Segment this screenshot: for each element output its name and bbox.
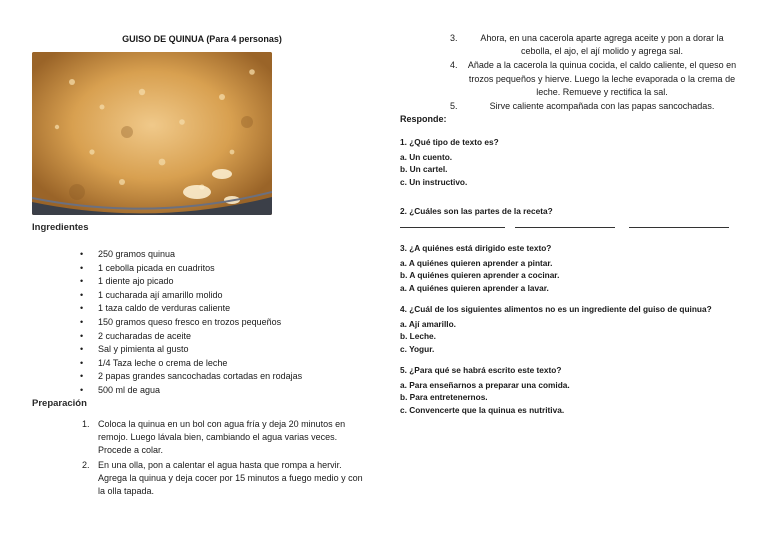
answer-option[interactable]: a. A quiénes quieren aprender a lavar. <box>400 282 549 293</box>
bullet-icon: • <box>80 303 84 314</box>
preparation-steps-left <box>82 418 370 499</box>
ingredients-heading: Ingredientes <box>32 222 89 233</box>
question-4 <box>400 303 750 355</box>
question-text: 1. ¿Qué tipo de texto es? <box>400 137 499 147</box>
answer-option[interactable]: c. Convencerte que la quinua es nutritiva. <box>400 404 565 415</box>
answer-option[interactable]: c. Yogur. <box>400 343 435 354</box>
question-text: 2. ¿Cuáles son las partes de la receta? <box>400 206 553 216</box>
answer-option[interactable]: a. A quiénes quieren aprender a pintar. <box>400 258 553 269</box>
bullet-icon: • <box>80 384 84 395</box>
list-item: • 1/4 Taza leche o crema de leche <box>80 357 360 371</box>
answer-option[interactable]: c. Un instructivo. <box>400 176 468 187</box>
answer-option[interactable]: a. Un cuento. <box>400 152 453 163</box>
recipe-title: GUISO DE QUINUA (Para 4 personas) <box>122 34 282 44</box>
answer-option[interactable]: b. Leche. <box>400 331 436 342</box>
answer-blank[interactable] <box>400 221 505 228</box>
bullet-icon: • <box>80 344 84 355</box>
answer-option[interactable]: b. Un cartel. <box>400 164 448 175</box>
bullet-icon: • <box>80 276 84 287</box>
step-item: 1. Coloca la quinua en un bol con agua fría y deja 20 minutos en remojo. Luego lávala bien, cambiando el agua varias veces. Procede a colar. <box>82 419 346 456</box>
list-item: • 1 taza caldo de verduras caliente <box>80 302 360 316</box>
bullet-icon: • <box>80 249 84 259</box>
bullet-icon: • <box>80 371 84 382</box>
question-text: 5. ¿Para qué se habrá escrito este texto? <box>400 365 562 375</box>
list-item: • 1 cucharada ají amarillo molido <box>80 289 360 303</box>
step-item: 2. En una olla, pon a calentar el agua hasta que rompa a hervir. Agrega la quinua y deja cocer por 15 minutos a fuego medio y con la olla tapada. <box>82 459 363 497</box>
list-item: • Sal y pimienta al gusto <box>80 343 360 357</box>
bullet-icon: • <box>80 316 84 327</box>
bullet-icon: • <box>80 357 84 368</box>
ingredients-list <box>80 248 360 398</box>
list-item: • 2 cucharadas de aceite <box>80 330 360 344</box>
list-item: • 250 gramos quinua <box>80 248 360 262</box>
step-item: 3. Ahora, en una cacerola aparte agrega aceite y pon a dorar la cebolla, el ajo, el ají molido y agrega sal. <box>450 33 724 57</box>
question-5 <box>400 364 750 416</box>
preparation-heading: Preparación <box>32 398 87 409</box>
quinoa-stew-photo <box>32 52 272 215</box>
answer-blanks <box>400 221 750 228</box>
answer-option[interactable]: a. Para enseñarnos a preparar una comida. <box>400 380 570 391</box>
answer-option[interactable]: b. Para entretenernos. <box>400 392 488 403</box>
step-item: 4. Añade a la cacerola la quinua cocida, el caldo caliente, el queso en trozos pequeños y hierve. Luego la leche evaporada o la crema de leche. Remueve y rectifica la sal. <box>450 60 737 97</box>
list-item: • 150 gramos queso fresco en trozos pequeños <box>80 316 360 330</box>
answer-option[interactable]: a. Ají amarillo. <box>400 319 456 330</box>
bullet-icon: • <box>80 330 84 341</box>
preparation-steps-right <box>450 32 740 114</box>
question-2 <box>400 205 750 228</box>
list-item: • 2 papas grandes sancochadas cortadas en rodajas <box>80 370 360 384</box>
bullet-icon: • <box>80 262 84 273</box>
question-3 <box>400 242 750 294</box>
responde-heading: Responde: <box>400 114 447 124</box>
question-1 <box>400 136 750 188</box>
list-item: • 1 diente ajo picado <box>80 275 360 289</box>
question-text: 4. ¿Cuál de los siguientes alimentos no es un ingrediente del guiso de quinua? <box>400 304 712 314</box>
question-text: 3. ¿A quiénes está dirigido este texto? <box>400 243 552 253</box>
answer-blank[interactable] <box>629 221 729 228</box>
bullet-icon: • <box>80 289 84 300</box>
step-item: 5. Sirve caliente acompañada con las papas sancochadas. <box>450 101 715 112</box>
list-item: • 1 cebolla picada en cuadritos <box>80 262 360 276</box>
answer-blank[interactable] <box>515 221 615 228</box>
answer-option[interactable]: b. A quiénes quieren aprender a cocinar. <box>400 270 560 281</box>
list-item: • 500 ml de agua <box>80 384 360 398</box>
